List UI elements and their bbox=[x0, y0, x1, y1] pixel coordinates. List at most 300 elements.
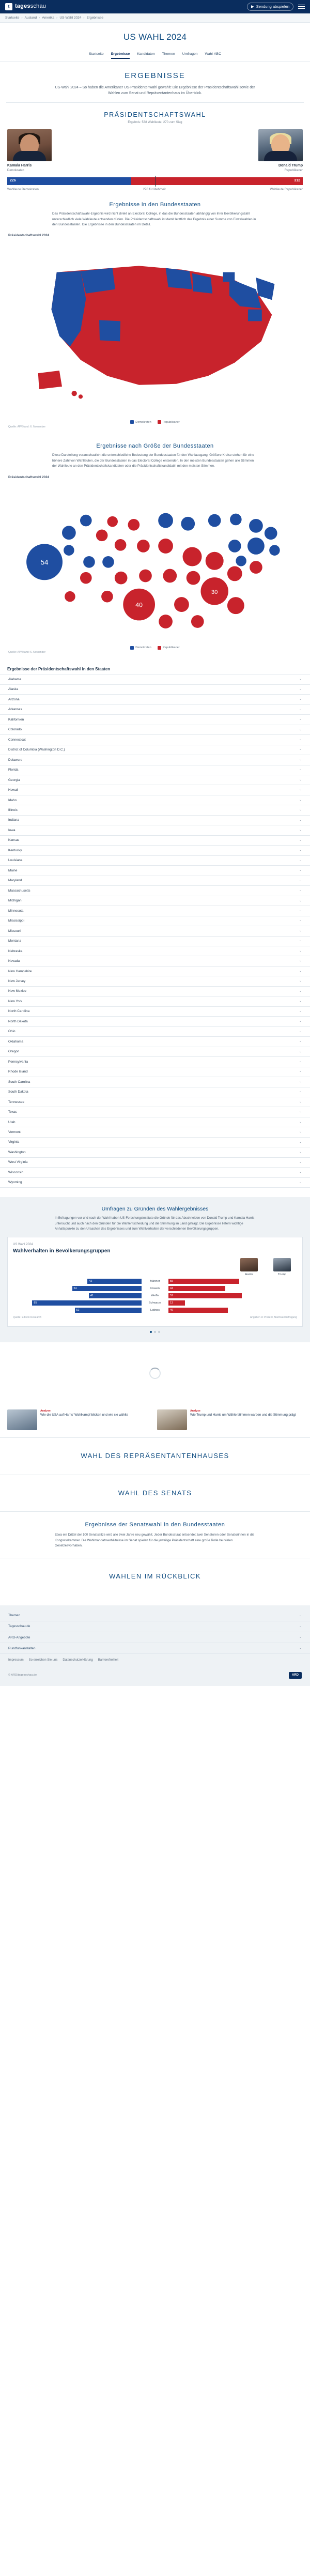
state-name: Alabama bbox=[8, 677, 22, 681]
state-accordion-row[interactable] bbox=[0, 775, 310, 785]
ard-logo: ARD bbox=[289, 1672, 302, 1679]
tab-startseite[interactable]: Startseite bbox=[88, 52, 104, 56]
tab-wahl-abc[interactable]: Wahl-ABC bbox=[205, 52, 222, 56]
electoral-bar-dem: 226 bbox=[7, 177, 131, 185]
state-accordion bbox=[0, 674, 310, 1188]
chevron-down-icon: ⌄ bbox=[299, 838, 302, 842]
state-name: North Carolina bbox=[8, 1009, 30, 1014]
state-accordion-row[interactable] bbox=[0, 916, 310, 926]
chart-bar-harris-wrap bbox=[13, 1300, 142, 1306]
chevron-down-icon: ⌄ bbox=[299, 1151, 302, 1154]
state-accordion-row[interactable] bbox=[0, 1087, 310, 1097]
state-name: Illinois bbox=[8, 808, 18, 812]
state-name: Arizona bbox=[8, 697, 20, 701]
breadcrumb-item-4[interactable]: Ergebnisse bbox=[86, 16, 104, 20]
legend-majority: 270 für Mehrheit bbox=[143, 188, 166, 191]
chart-title: Wahlverhalten in Bevölkerungsgruppen bbox=[13, 1248, 111, 1254]
state-name: Arkansas bbox=[8, 708, 22, 712]
footer-link-barrierefreiheit[interactable]: Barrierefreiheit bbox=[98, 1659, 119, 1662]
breadcrumb-sep: › bbox=[39, 16, 40, 20]
retro-section-heading: WAHLEN IM RÜCKBLICK bbox=[0, 1558, 310, 1595]
map-caption: Quelle: AP/Stand: 6. November bbox=[8, 425, 46, 428]
chevron-down-icon: ⌄ bbox=[299, 1000, 302, 1003]
state-name: Indiana bbox=[8, 818, 19, 822]
state-accordion-row[interactable] bbox=[0, 1056, 310, 1066]
bubble-section-text: Diese Darstellung veranschaulicht die unterschiedliche Bedeutung der Bundesstaaten für den Wahlausgang. Größere Kreise stehen für eine höhere Zahl von Wahlleuten, die der Bundesstaaten in das Electoral College entsenden. In den meisten Bundesstaaten gehen alle Stimmen der Wahlleute an den Präsidentschaftskandidaten oder die Präsidentschaftskandidatin mit den meisten Stimmen. bbox=[52, 453, 254, 468]
chevron-down-icon: ⌄ bbox=[299, 1140, 302, 1144]
candidate-harris bbox=[7, 129, 52, 173]
results-intro: US-Wahl 2024 – So haben die Amerikaner US-Präsidentenwahl gewählt: Die Ergebnisse der Präsidentschaftswahl sowie der Wahlen zum Senat und Repräsentantenhaus im Überblick. bbox=[55, 85, 255, 95]
chevron-down-icon: ⌄ bbox=[299, 889, 302, 893]
state-name: Hawaii bbox=[8, 788, 19, 792]
chevron-down-icon: ⌄ bbox=[299, 929, 302, 932]
senate-states-heading: Ergebnisse der Senatswahl in den Bundesstaaten bbox=[0, 1511, 310, 1532]
carousel-dots[interactable] bbox=[0, 1327, 310, 1333]
chart-group-label: Latinos bbox=[150, 1309, 160, 1312]
state-name: Georgia bbox=[8, 778, 20, 782]
footer-row-ard-angebote[interactable]: ARD-Angebote ⌄ bbox=[0, 1632, 310, 1643]
breadcrumb-item-2[interactable]: Amerika bbox=[42, 16, 55, 20]
chevron-down-icon: ⌄ bbox=[299, 778, 302, 781]
chevron-down-icon: ⌄ bbox=[299, 959, 302, 963]
state-name: Iowa bbox=[8, 828, 16, 832]
state-name: West Virginia bbox=[8, 1160, 28, 1164]
chart-bar-trump: 44 bbox=[168, 1286, 225, 1291]
electoral-bar-wrap bbox=[0, 173, 310, 186]
chevron-down-icon: ⌄ bbox=[299, 939, 302, 943]
map-legend-dem: Demokraten bbox=[130, 420, 151, 424]
electoral-bar bbox=[7, 177, 303, 185]
chart-bar-trump-wrap bbox=[168, 1286, 297, 1291]
bubble-map-svg bbox=[6, 482, 304, 642]
chart-name-harris: Harris bbox=[245, 1273, 253, 1277]
chart-group-label: Weiße bbox=[150, 1294, 160, 1298]
state-accordion-row[interactable] bbox=[0, 845, 310, 855]
chevron-down-icon: ⌄ bbox=[299, 1110, 302, 1114]
footer-row-tagesschau[interactable]: Tagesschau.de ⌄ bbox=[0, 1621, 310, 1632]
candidate-photo-trump bbox=[258, 129, 303, 161]
state-accordion-row[interactable] bbox=[0, 745, 310, 755]
candidate-photo-harris bbox=[7, 129, 52, 161]
map-section-heading: Ergebnisse in den Bundesstaaten bbox=[109, 202, 201, 208]
chevron-down-icon: ⌄ bbox=[299, 869, 302, 872]
tab-ergebnisse[interactable]: Ergebnisse bbox=[111, 52, 130, 59]
state-name: Montana bbox=[8, 939, 21, 943]
state-accordion-row[interactable] bbox=[0, 1177, 310, 1188]
state-accordion-row[interactable] bbox=[0, 1077, 310, 1086]
chevron-down-icon: ⌄ bbox=[299, 687, 302, 691]
breadcrumb-sep: › bbox=[56, 16, 58, 20]
play-broadcast-button[interactable] bbox=[247, 3, 293, 11]
state-name: Oklahoma bbox=[8, 1039, 24, 1044]
state-name: Michigan bbox=[8, 899, 22, 903]
state-accordion-row[interactable] bbox=[0, 1167, 310, 1177]
state-accordion-row[interactable] bbox=[0, 815, 310, 825]
state-name: Mississippi bbox=[8, 919, 24, 923]
chart-bar-harris-wrap bbox=[13, 1286, 142, 1291]
state-accordion-row[interactable] bbox=[0, 1127, 310, 1137]
chevron-down-icon: ⌄ bbox=[299, 989, 302, 993]
state-name: New Hampshire bbox=[8, 969, 32, 973]
state-name: Nevada bbox=[8, 959, 20, 963]
chart-group-label: Schwarze bbox=[148, 1301, 162, 1305]
legend-dem: Wahlleute Demokraten bbox=[7, 188, 39, 191]
chevron-down-icon: ⌄ bbox=[299, 949, 302, 953]
breadcrumb-sep: › bbox=[21, 16, 23, 20]
top-bar bbox=[0, 0, 310, 13]
state-accordion-row[interactable] bbox=[0, 966, 310, 976]
state-accordion-row[interactable] bbox=[0, 896, 310, 906]
state-name: Oregon bbox=[8, 1050, 20, 1054]
candidate-name-harris: Kamala Harris bbox=[7, 163, 32, 167]
chevron-down-icon: ⌄ bbox=[299, 768, 302, 772]
footer-bottom bbox=[0, 1667, 310, 1686]
chevron-down-icon: ⌄ bbox=[299, 979, 302, 983]
state-name: Pennsylvania bbox=[8, 1060, 28, 1064]
candidate-party-harris: Demokraten bbox=[7, 168, 24, 172]
chart-bar-harris: 85 bbox=[32, 1300, 142, 1306]
chevron-down-icon: ⌄ bbox=[299, 718, 302, 722]
state-name: Maine bbox=[8, 868, 18, 872]
chart-group-row bbox=[13, 1286, 297, 1291]
tab-themen[interactable]: Themen bbox=[162, 52, 175, 56]
chevron-down-icon: ⌄ bbox=[299, 1050, 302, 1053]
state-name: Alaska bbox=[8, 687, 19, 692]
teaser-headline-2[interactable]: Wie Trump und Harris um Wählerstimmen warben und die Stimmung prägt bbox=[190, 1413, 296, 1417]
teaser-row bbox=[0, 1404, 310, 1437]
state-name: New Mexico bbox=[8, 989, 26, 993]
breadcrumb-item-1[interactable]: Ausland bbox=[24, 16, 37, 20]
state-name: Rhode Island bbox=[8, 1070, 28, 1074]
chevron-down-icon: ⌄ bbox=[299, 849, 302, 852]
state-accordion-row[interactable] bbox=[0, 855, 310, 865]
state-name: Missouri bbox=[8, 929, 21, 933]
state-name: Kentucky bbox=[8, 848, 22, 852]
survey-heading: Umfragen zu Gründen des Wahlergebnisses bbox=[101, 1206, 209, 1213]
chevron-down-icon: ⌄ bbox=[299, 969, 302, 973]
chevron-down-icon: ⌄ bbox=[299, 748, 302, 752]
hamburger-icon[interactable] bbox=[298, 5, 305, 9]
state-name: Utah bbox=[8, 1120, 16, 1124]
chevron-down-icon: ⌄ bbox=[299, 758, 302, 761]
survey-chart-card[interactable] bbox=[7, 1237, 303, 1327]
chart-bar-harris: 52 bbox=[75, 1308, 142, 1313]
state-name: South Carolina bbox=[8, 1080, 30, 1084]
tab-umfragen[interactable]: Umfragen bbox=[182, 52, 198, 56]
chevron-down-icon: ⌄ bbox=[299, 738, 302, 742]
state-accordion-row[interactable] bbox=[0, 976, 310, 986]
chart-group-row bbox=[13, 1300, 297, 1306]
carousel-dot-2[interactable] bbox=[154, 1331, 156, 1333]
state-accordion-row[interactable] bbox=[0, 876, 310, 885]
map-legend bbox=[0, 418, 310, 424]
state-accordion-row[interactable] bbox=[0, 694, 310, 704]
chevron-down-icon: ⌄ bbox=[299, 788, 302, 792]
presidential-heading: PRÄSIDENTSCHAFTSWAHL bbox=[104, 111, 206, 119]
chevron-down-icon: ⌄ bbox=[299, 1080, 302, 1083]
footer-row-themen[interactable]: Themen ⌄ bbox=[0, 1611, 310, 1621]
chart-head-harris bbox=[237, 1258, 261, 1277]
bubble-section-heading: Ergebnisse nach Größe der Bundesstaaten bbox=[96, 443, 214, 450]
state-name: Connecticut bbox=[8, 738, 26, 742]
state-name: Delaware bbox=[8, 758, 22, 762]
results-heading: ERGEBNISSE bbox=[125, 71, 185, 80]
legend-rep: Wahlleute Republikaner bbox=[270, 188, 303, 191]
house-section-heading: WAHL DES REPRÄSENTANTENHAUSES bbox=[0, 1437, 310, 1475]
footer-row-rundfunkanstalten[interactable]: Rundfunkanstalten ⌄ bbox=[0, 1643, 310, 1654]
state-accordion-row[interactable] bbox=[0, 1016, 310, 1026]
play-broadcast-label: Sendung abspielen bbox=[256, 4, 289, 9]
chevron-down-icon: ⌄ bbox=[299, 1130, 302, 1134]
chevron-down-icon: ⌄ bbox=[299, 1171, 302, 1174]
majority-marker bbox=[155, 176, 156, 187]
state-accordion-row[interactable] bbox=[0, 684, 310, 694]
state-accordion-row[interactable] bbox=[0, 714, 310, 724]
teaser-meta-2 bbox=[190, 1409, 296, 1430]
state-accordion-row[interactable] bbox=[0, 1006, 310, 1016]
state-name: District of Columbia (Washington D.C.) bbox=[8, 748, 65, 752]
chevron-down-icon: ⌄ bbox=[299, 1614, 302, 1617]
chart-bar-harris: 42 bbox=[87, 1279, 142, 1284]
chart-group-label: Frauen bbox=[150, 1287, 160, 1291]
breadcrumb-item-3[interactable]: US-Wahl 2024 bbox=[59, 16, 82, 20]
state-accordion-row[interactable] bbox=[0, 1157, 310, 1167]
state-accordion-row[interactable] bbox=[0, 1137, 310, 1147]
tab-kandidaten[interactable]: Kandidaten bbox=[137, 52, 155, 56]
state-name: Nebraska bbox=[8, 949, 23, 953]
state-accordion-row[interactable] bbox=[0, 674, 310, 684]
state-accordion-row[interactable] bbox=[0, 986, 310, 996]
chart-bar-trump-wrap bbox=[168, 1293, 297, 1298]
state-name: South Dakota bbox=[8, 1090, 28, 1094]
state-accordion-row[interactable] bbox=[0, 1097, 310, 1107]
chevron-down-icon: ⌄ bbox=[299, 1160, 302, 1164]
state-accordion-row[interactable] bbox=[0, 885, 310, 895]
bubble-map-legend bbox=[0, 643, 310, 650]
chart-bar-harris-wrap bbox=[13, 1308, 142, 1313]
state-name: Colorado bbox=[8, 728, 22, 732]
svg-text:30: 30 bbox=[211, 589, 218, 595]
state-accordion-row[interactable] bbox=[0, 704, 310, 714]
state-accordion-row[interactable] bbox=[0, 926, 310, 936]
chart-bar-trump: 46 bbox=[168, 1308, 228, 1313]
candidate-row bbox=[0, 129, 310, 173]
senate-states-text: Etwa ein Drittel der 100 Senatssitze wird alle zwei Jahre neu gewählt. Jeder Bundesstaat entsendet zwei Senatoren oder Senatorinnen in die Kongresskammer. Die Wahlmandatsverhältnisse im Senat spielen für die jeweilige Präsidentschaft eine große Rolle bei vielen Gesetzesvorhaben. bbox=[55, 1533, 255, 1547]
footer-links bbox=[0, 1654, 310, 1667]
chevron-down-icon: ⌄ bbox=[299, 1120, 302, 1124]
chevron-down-icon: ⌄ bbox=[299, 899, 302, 902]
chart-name-trump: Trump bbox=[278, 1273, 286, 1277]
state-accordion-row[interactable] bbox=[0, 734, 310, 744]
chart-note: Angaben in Prozent, Nachwahlbefragung bbox=[250, 1316, 297, 1320]
logo-glyph: t bbox=[8, 4, 10, 9]
chevron-down-icon: ⌄ bbox=[299, 1180, 302, 1184]
state-accordion-row[interactable] bbox=[0, 1067, 310, 1077]
svg-text:54: 54 bbox=[40, 558, 49, 566]
state-name: Wisconsin bbox=[8, 1170, 24, 1174]
chart-group-label: Männer bbox=[150, 1280, 160, 1283]
carousel-dot-1[interactable] bbox=[150, 1331, 152, 1333]
footer bbox=[0, 1605, 310, 1686]
footer-link-kontakt[interactable]: So erreichen Sie uns bbox=[28, 1659, 58, 1662]
chevron-down-icon: ⌄ bbox=[299, 1635, 302, 1639]
page-title: US WAHL 2024 bbox=[123, 32, 187, 42]
chart-group-row bbox=[13, 1279, 297, 1284]
chevron-down-icon: ⌄ bbox=[299, 1070, 302, 1074]
state-name: Wyoming bbox=[8, 1180, 22, 1185]
teaser-thumb-2 bbox=[157, 1409, 187, 1430]
state-name: Maryland bbox=[8, 879, 22, 883]
chevron-down-icon: ⌄ bbox=[299, 698, 302, 701]
footer-copyright: © ARD/tagesschau.de bbox=[8, 1674, 37, 1677]
state-name: Texas bbox=[8, 1110, 17, 1114]
footer-link-datenschutz[interactable]: Datenschutzerklärung bbox=[63, 1659, 93, 1662]
state-name: New Jersey bbox=[8, 979, 26, 983]
state-name: New York bbox=[8, 999, 22, 1003]
teaser-meta-1 bbox=[40, 1409, 128, 1430]
chart-rows bbox=[13, 1279, 297, 1313]
chevron-down-icon: ⌄ bbox=[299, 858, 302, 862]
chart-bar-trump: 13 bbox=[168, 1300, 185, 1306]
chart-group-row bbox=[13, 1293, 297, 1298]
chart-bar-trump-wrap bbox=[168, 1300, 297, 1306]
state-accordion-row[interactable] bbox=[0, 956, 310, 965]
teaser-thumb-1 bbox=[7, 1409, 37, 1430]
brand-name bbox=[15, 3, 46, 11]
chevron-down-icon: ⌄ bbox=[299, 1624, 302, 1628]
chevron-down-icon: ⌄ bbox=[299, 678, 302, 681]
map-label: Präsidentschaftswahl 2024 bbox=[8, 234, 50, 238]
chevron-down-icon: ⌄ bbox=[299, 829, 302, 832]
state-name: Kansas bbox=[8, 838, 20, 842]
chevron-down-icon: ⌄ bbox=[299, 708, 302, 711]
presidential-subheading: Ergebnis: 538 Wahlleute, 270 zum Sieg bbox=[128, 121, 182, 125]
state-accordion-row[interactable] bbox=[0, 1026, 310, 1036]
brand-light: schau bbox=[30, 3, 47, 10]
teaser-headline-1[interactable]: Wie die USA auf Harris' Wahlkampf blicken und wie sie wählte bbox=[40, 1413, 129, 1417]
bubble-legend-rep: Republikaner bbox=[158, 646, 180, 650]
state-accordion-row[interactable] bbox=[0, 936, 310, 946]
footer-link-impressum[interactable]: Impressum bbox=[8, 1659, 24, 1662]
state-accordion-row[interactable] bbox=[0, 805, 310, 815]
bubble-legend-dem: Demokraten bbox=[130, 646, 151, 650]
loading-area bbox=[0, 1342, 310, 1404]
state-accordion-row[interactable] bbox=[0, 1117, 310, 1127]
chevron-down-icon: ⌄ bbox=[299, 1040, 302, 1044]
chart-photo-harris bbox=[240, 1258, 258, 1271]
chevron-down-icon: ⌄ bbox=[299, 728, 302, 731]
state-accordion-row[interactable] bbox=[0, 906, 310, 915]
chevron-down-icon: ⌄ bbox=[299, 1020, 302, 1023]
candidate-party-trump: Republikaner bbox=[284, 168, 303, 172]
chart-bar-harris-wrap bbox=[13, 1279, 142, 1284]
chart-bar-trump: 57 bbox=[168, 1293, 242, 1298]
state-name: Florida bbox=[8, 768, 19, 772]
teaser-card-2[interactable] bbox=[157, 1409, 303, 1430]
chevron-down-icon: ⌄ bbox=[299, 1646, 302, 1650]
state-list-title: Ergebnisse der Präsidentschaftswahl in den Staaten bbox=[7, 666, 111, 671]
state-name: Vermont bbox=[8, 1130, 21, 1134]
chevron-down-icon: ⌄ bbox=[299, 1100, 302, 1103]
loading-spinner-icon bbox=[149, 1368, 161, 1379]
chart-kicker: US Wahl 2024 bbox=[13, 1243, 33, 1247]
chevron-down-icon: ⌄ bbox=[299, 919, 302, 923]
state-accordion-row[interactable] bbox=[0, 1107, 310, 1116]
survey-block bbox=[0, 1197, 310, 1342]
map-legend-rep: Republikaner bbox=[158, 420, 180, 424]
chevron-down-icon: ⌄ bbox=[299, 879, 302, 882]
breadcrumb-sep: › bbox=[83, 16, 85, 20]
bubble-map-caption: Quelle: AP/Stand: 6. November bbox=[8, 651, 46, 654]
state-accordion-row[interactable] bbox=[0, 825, 310, 835]
chart-group-row bbox=[13, 1308, 297, 1313]
state-accordion-row[interactable] bbox=[0, 725, 310, 734]
bubble-map-label: Präsidentschaftswahl 2024 bbox=[8, 475, 50, 479]
section-nav bbox=[0, 49, 310, 62]
chart-bar-harris-wrap bbox=[13, 1293, 142, 1298]
state-accordion-row[interactable] bbox=[0, 1036, 310, 1046]
state-name: Kalifornien bbox=[8, 717, 24, 722]
brand-logo-area[interactable] bbox=[5, 3, 46, 11]
chart-bar-trump-wrap bbox=[168, 1279, 297, 1284]
usa-bubble-map[interactable] bbox=[0, 481, 310, 644]
chevron-down-icon: ⌄ bbox=[299, 909, 302, 912]
chevron-down-icon: ⌄ bbox=[299, 808, 302, 812]
chevron-down-icon: ⌄ bbox=[299, 798, 302, 802]
state-accordion-row[interactable] bbox=[0, 946, 310, 956]
svg-text:40: 40 bbox=[135, 601, 143, 609]
carousel-dot-3[interactable] bbox=[158, 1331, 160, 1333]
state-name: Louisiana bbox=[8, 858, 23, 863]
chart-footer bbox=[13, 1316, 297, 1320]
state-accordion-row[interactable] bbox=[0, 785, 310, 794]
state-accordion-row[interactable] bbox=[0, 835, 310, 845]
chevron-down-icon: ⌄ bbox=[299, 818, 302, 822]
state-accordion-row[interactable] bbox=[0, 795, 310, 805]
state-name: Washington bbox=[8, 1150, 26, 1154]
topbar-right bbox=[247, 3, 305, 11]
state-name: Ohio bbox=[8, 1030, 16, 1034]
breadcrumb-item-0[interactable]: Startseite bbox=[5, 16, 20, 20]
state-accordion-row[interactable] bbox=[0, 996, 310, 1006]
chart-bar-trump-wrap bbox=[168, 1308, 297, 1313]
candidate-name-trump: Donald Trump bbox=[278, 163, 303, 167]
chevron-down-icon: ⌄ bbox=[299, 1030, 302, 1033]
electoral-bar-rep: 312 bbox=[131, 177, 303, 185]
chart-source: Quelle: Edison Research bbox=[13, 1316, 42, 1320]
state-accordion-row[interactable] bbox=[0, 865, 310, 875]
usa-state-map[interactable] bbox=[0, 239, 310, 418]
teaser-card-1[interactable] bbox=[7, 1409, 153, 1430]
state-name: Idaho bbox=[8, 798, 17, 802]
state-name: Virginia bbox=[8, 1140, 20, 1144]
state-name: Minnesota bbox=[8, 909, 24, 913]
teaser-kicker-1: Analyse bbox=[40, 1409, 51, 1413]
teaser-kicker-2: Analyse bbox=[190, 1409, 200, 1413]
map-section-text: Das Präsidentschaftswahl-Ergebnis wird nicht direkt an Electoral College, in das die Bundesstaaten abhängig von ihrer Bevölkerungszahl unterschiedlich viele Wahlleute entsenden dürfen. Die Präsidentschaftswahl ist damit letztlich das Ergebnis einer Summe von Einzelwahlen in den Bundesstaaten. Die Ergebnisse in den Bundesstaaten im Detail. bbox=[52, 212, 256, 227]
senate-section-heading: WAHL DES SENATS bbox=[0, 1475, 310, 1512]
state-accordion-row[interactable] bbox=[0, 765, 310, 775]
state-accordion-row[interactable] bbox=[0, 755, 310, 764]
chart-bar-trump: 55 bbox=[168, 1279, 239, 1284]
state-accordion-row[interactable] bbox=[0, 1147, 310, 1157]
chart-candidate-heads bbox=[13, 1258, 297, 1277]
chart-bar-harris: 41 bbox=[89, 1293, 142, 1298]
state-accordion-row[interactable] bbox=[0, 1047, 310, 1056]
chart-head-trump bbox=[270, 1258, 294, 1277]
state-name: Massachusetts bbox=[8, 888, 30, 893]
chart-photo-trump bbox=[273, 1258, 291, 1271]
